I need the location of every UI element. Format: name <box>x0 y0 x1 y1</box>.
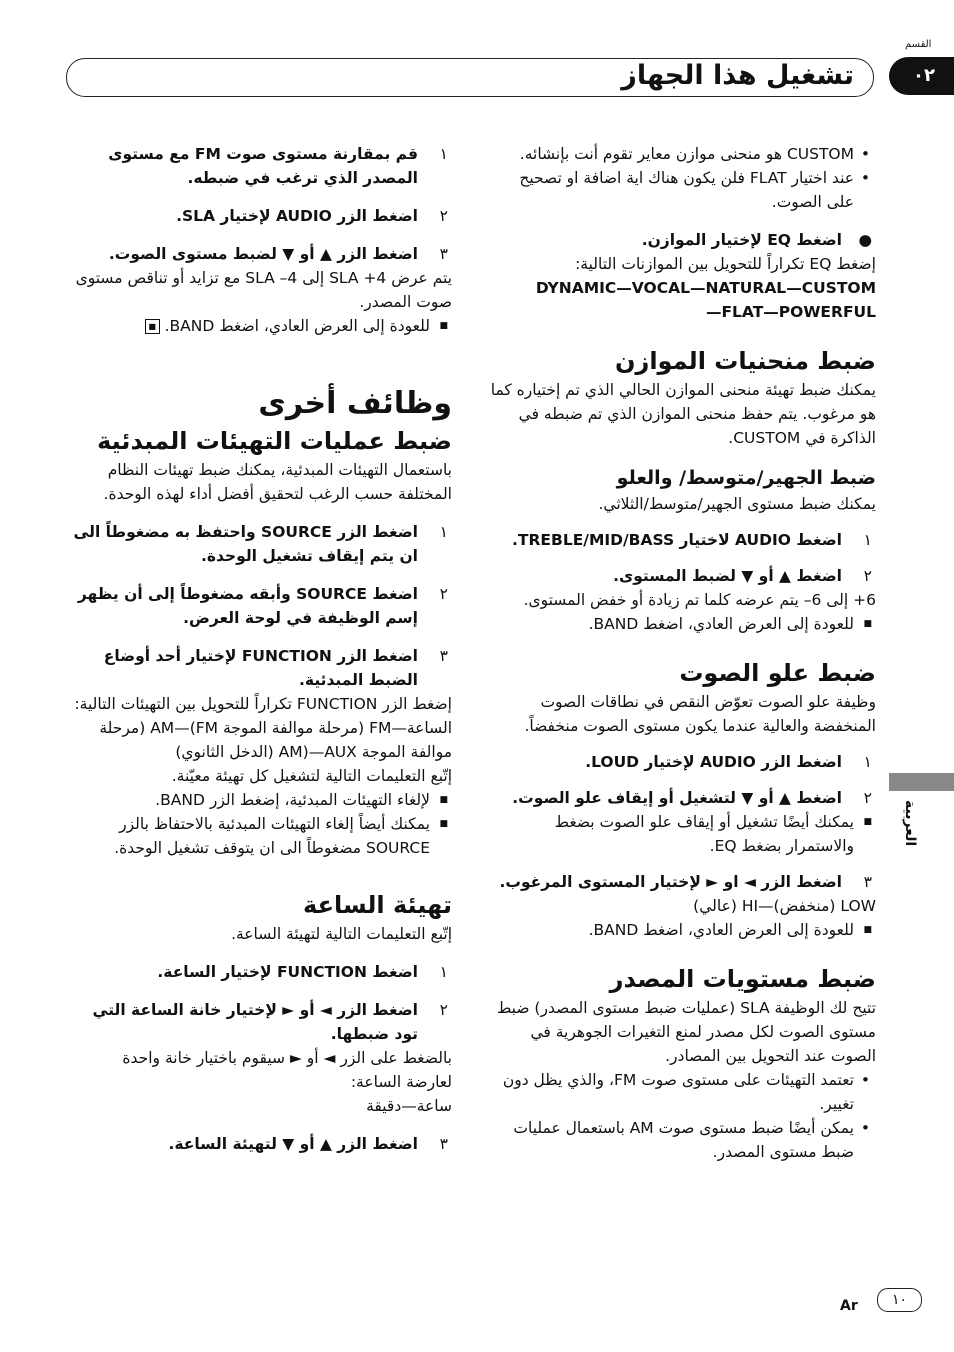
clock-fields: ساعة—دقيقة <box>366 1097 452 1115</box>
loud-body: وظيفة علو الصوت تعوّض النقص في نطاقات الصوت المنخفضة والعالية عندما يكون مستوى الصوت منخفضاً. <box>524 693 876 735</box>
init-step-3: ٣ اضغط الزر FUNCTION لإختيار أحد أوضاع الضبط المبدئية. <box>103 647 448 689</box>
init-desc-2: الساعة—FM (مرحلة موالفة الموجة FM)—AM (مرحلة <box>99 719 452 737</box>
loud-heading: ضبط علو الصوت <box>679 659 876 687</box>
init-desc-1: إضغط الزر FUNCTION تكراراً للتحويل بين التهيئات التالية: <box>74 695 452 713</box>
clock-body: إتّبع التعليمات التالية لتهيئة الساعة. <box>231 925 452 943</box>
page-title: تشغيل هذا الجهاز <box>621 60 854 91</box>
eq-list <box>488 142 876 214</box>
list-item: ■ للعودة إلى العرض العادي، اضغط BAND. ■ <box>72 314 452 338</box>
list-item: ■ للعودة إلى العرض العادي، اضغط BAND. <box>488 612 876 636</box>
loud-step-3: ٣ اضغط الزر ◄ او ► لإختيار المستوى المرغوب. <box>499 873 872 891</box>
curve-body: يمكنك ضبط تهيئة منحنى الموازن الحالي الذي تم إختياره كما هو مرغوب. يتم حفظ منحنى الموازن الذي تم ضبطه في الذاكرة في CUSTOM. <box>490 381 876 447</box>
init-body: باستعمال التهيئات المبدئية، يمكنك ضبط تهيئات النظام المختلفة حسب الرغب لتحقيق أفضل أداء لهذه الوحدة. <box>103 461 452 503</box>
side-tab-label: العربية <box>902 800 918 847</box>
clock-heading: تهيئة الساعة <box>303 891 452 919</box>
language-side-tab <box>889 773 954 791</box>
clock-step-1: ١ اضغط FUNCTION لإختيار الساعة. <box>157 963 448 981</box>
loud-step-1: ١ اضغط الزر AUDIO لإختيار LOUD. <box>585 753 872 771</box>
sla-range: يتم عرض ‎SLA +4‎ إلى ‎SLA –4‎ مع تزايد أو تناقص مستوى صوت المصدر. <box>75 269 452 311</box>
curve-heading: ضبط منحنيات الموازن <box>615 347 876 375</box>
bass-heading: ضبط الجهير/متوسط/ والعلو <box>616 467 876 489</box>
eq-desc: إضغط EQ تكراراً للتحويل بين الموازنات التالية: <box>575 255 876 273</box>
sla-body: تتيح لك الوظيفة SLA (عمليات ضبط مستوى المصدر) ضبط مستوى الصوت لكل مصدر لمنع التغيرات الجوهرية في الصوت عند التحويل بين المصادر. <box>496 999 876 1065</box>
end-mark-icon: ■ <box>145 319 160 334</box>
bass-step-1: ١ اضغط AUDIO لاختيار TREBLE/MID/BASS. <box>512 531 872 549</box>
clock-step-2: ٢ اضغط الزر ◄ أو ► لإختيار خانة الساعة التي تود ضبطها. <box>92 1001 448 1043</box>
sla-step-1: ١ قم بمقارنة مستوى صوت FM مع مستوى المصدر الذي ترغب في ضبطه. <box>108 145 448 187</box>
language-code: Ar <box>840 1298 858 1314</box>
list-item: ■ يمكنك أيضاً إلغاء التهيئات المبدئية بالاحتفاظ بالزر SOURCE مضغوطاً الى ان يتوقف تشغيل الوحدة. <box>72 812 452 860</box>
list-item: ■ للعودة إلى العرض العادي، اضغط BAND. <box>488 918 876 942</box>
other-functions-heading: وظائف أخرى <box>258 386 452 421</box>
list-item: • يمكن أيضًا ضبط مستوى صوت AM باستعمال عمليات ضبط مستوى المصدر. <box>488 1116 876 1164</box>
eq-step: ● اضغط EQ لإختيار الموازن. <box>488 228 876 252</box>
init-step-1: ١ اضغط الزر SOURCE واحتفظ به مضغوطاً الى ان يتم إيقاف تشغيل الوحدة. <box>73 523 448 565</box>
bass-body: يمكنك ضبط مستوى الجهير/متوسط/الثلاثي. <box>598 495 876 513</box>
eq-sequence-2: —FLAT—POWERFUL <box>705 303 876 321</box>
sla-step-3: ٣ اضغط الزر ▲ أو ▼ لضبط مستوى الصوت. <box>108 245 448 263</box>
init-step-2: ٢ اضغط SOURCE وأبقه مضغوطاً إلى أن يظهر إسم الوظيفة في لوحة العرض. <box>77 585 448 627</box>
list-item: ■ يمكنك أيضًا تشغيل أو إيقاف علو الصوت بضغط والاستمرار بضغط EQ. <box>488 810 876 858</box>
section-label: القسم <box>905 39 932 50</box>
eq-sequence-1: DYNAMIC—VOCAL—NATURAL—CUSTOM <box>535 279 876 297</box>
bass-range: ‎+6‎ إلى ‎–6‎ يتم عرضه كلما تم زيادة أو خفض المستوى. <box>523 591 876 609</box>
clock-step-3: ٣ اضغط الزر ▲ أو ▼ لتهيئة الساعة. <box>168 1135 448 1153</box>
loud-levels: LOW (منخفض)—HI (عالي) <box>693 897 876 915</box>
list-item: ■ لإلغاء التهيئات المبدئية، إضغط الزر BAND. <box>72 788 452 812</box>
list-item: • عند اختيار FLAT فلن يكون هناك اية اضافة او تصحيح على الصوت. <box>488 166 876 214</box>
bass-step-2: ٢ اضغط ▲ أو ▼ لضبط المستوى. <box>613 567 872 585</box>
right-column <box>488 142 876 1164</box>
chapter-badge: ٠٢ <box>889 57 954 95</box>
bullet-dot-icon: ● <box>858 231 872 249</box>
sla-heading: ضبط مستويات المصدر <box>609 965 876 993</box>
init-heading: ضبط عمليات التهيئات المبدئية <box>97 427 452 455</box>
list-item: • تعتمد التهيئات على مستوى صوت FM، والذي يظل دون تغيير. <box>488 1068 876 1116</box>
loud-step-2: ٢ اضغط ▲ أو ▼ لتشغيل أو إيقاف علو الصوت. <box>512 789 872 807</box>
init-desc-4: إتّبع التعليمات التالية لتشغيل كل تهيئة معيّنة. <box>171 767 452 785</box>
list-item: • CUSTOM هو منحنى موازن معاير تقوم أنت بإنشائه. <box>488 142 876 166</box>
sla-step-2: ٢ اضغط الزر AUDIO لإختيار SLA. <box>176 207 448 225</box>
left-column <box>72 142 452 1156</box>
clock-desc: بالضغط على الزر ◄ أو ► سيقوم باختيار خانة واحدة لعارضة الساعة: <box>122 1049 452 1091</box>
page-number: ١٠ <box>877 1288 922 1312</box>
init-desc-3: موالفة الموجة AM)—AUX (الدخل الثانوي) <box>175 743 452 761</box>
